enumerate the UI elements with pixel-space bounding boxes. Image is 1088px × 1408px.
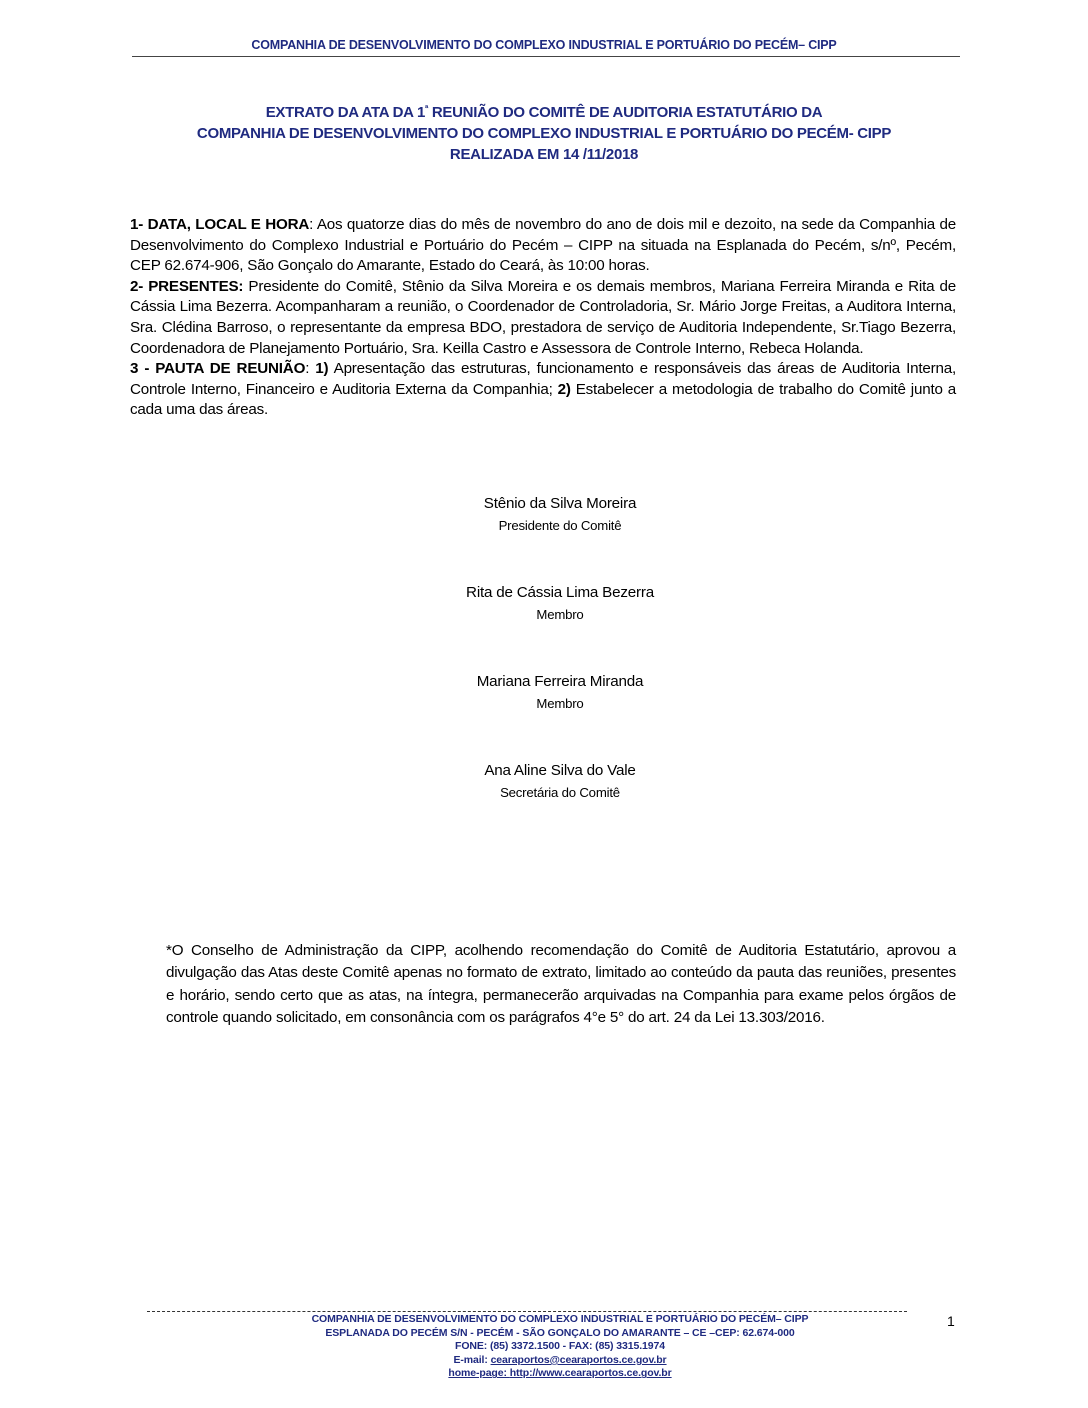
title-line-1-post: REUNIÃO DO COMITÊ DE AUDITORIA ESTATUTÁRIO DA: [428, 104, 823, 121]
footer-email-line: [120, 1354, 1000, 1368]
agenda-item-2-number: 2): [557, 380, 571, 398]
page-footer: [120, 1313, 1000, 1381]
footer-homepage-link[interactable]: http://www.cearaportos.ce.gov.br: [509, 1367, 672, 1380]
title-ordinal: ª: [425, 103, 429, 113]
footer-address: ESPLANADA DO PECÉM S/N - PECÉM - SÃO GONÇALO DO AMARANTE – CE –CEP: 62.674-000: [325, 1326, 795, 1339]
agenda-item-2-text: Estabelecer a metodologia de trabalho do Comitê junto a cada uma das áreas.: [130, 380, 956, 419]
section-attendees: [130, 277, 956, 359]
document-title: [120, 98, 968, 165]
title-line-2: COMPANHIA DE DESENVOLVIMENTO DO COMPLEXO INDUSTRIAL E PORTUÁRIO DO PECÉM- CIPP: [196, 125, 892, 142]
section-2-text: Presidente do Comitê, Stênio da Silva Moreira e os demais membros, Mariana Ferreira Miranda e Rita de Cássia Lima Bezerra. Acompanharam a reunião, o Coordenador de Controladoria, Sr. Mário Jorge Freitas, a Auditora Interna, Sra. Clédina Barroso, o representante da empresa BDO, prestadora de serviço de Auditoria Independente, Sr.Tiago Bezerra, Coordenadora de Planejamento Portuário, Sra. Keilla Castro e Assessora de Controle Interno, Rebeca Holanda.: [130, 277, 956, 357]
agenda-item-1-text: Apresentação das estruturas, funcionamento e responsáveis das áreas de Auditoria Interna, Controle Interno, Financeiro e Auditoria Externa da Companhia;: [130, 360, 956, 398]
signatory-role: Secretária do Comitê: [500, 785, 620, 800]
minutes-body: [130, 215, 956, 421]
signatory-name: Rita de Cássia Lima Bezerra: [466, 584, 654, 601]
section-date-place-time: [130, 215, 956, 277]
signatory-role: Membro: [536, 696, 584, 711]
signature-president: [0, 494, 1088, 535]
section-2-label: 2- PRESENTES:: [130, 277, 244, 295]
signatory-name: Mariana Ferreira Miranda: [476, 673, 644, 690]
agenda-item-1-number: 1): [315, 360, 329, 378]
footer-email-link[interactable]: cearaportos@cearaportos.ce.gov.br: [490, 1353, 667, 1366]
signature-secretary: [0, 761, 1088, 802]
signature-member-1: [0, 583, 1088, 624]
footer-homepage-label: home-page:: [448, 1367, 510, 1380]
signatory-role: Membro: [536, 607, 584, 622]
signatory-name: Ana Aline Silva do Vale: [484, 762, 636, 779]
footer-email-label: E-mail:: [453, 1353, 491, 1366]
title-line-1-pre: EXTRATO DA ATA DA 1: [265, 104, 425, 121]
footer-rule: [147, 1311, 907, 1312]
footer-company: COMPANHIA DE DESENVOLVIMENTO DO COMPLEXO INDUSTRIAL E PORTUÁRIO DO PECÉM– CIPP: [311, 1313, 809, 1325]
signatory-name: Stênio da Silva Moreira: [483, 495, 637, 512]
section-1-text: : Aos quatorze dias do mês de novembro do ano de dois mil e dezoito, na sede da Companhia de Desenvolvimento do Complexo Industrial e Portuário do Pecém – CIPP na situada na Esplanada do Pecém, s/nº, Pecém, CEP 62.674-906, São Gonçalo do Amarante, Estado do Ceará, às 10:00 horas.: [130, 216, 956, 275]
section-1-label: 1- DATA, LOCAL E HORA: [130, 216, 310, 233]
section-3-label: 3 - PAUTA DE REUNIÃO: [130, 360, 306, 378]
footer-homepage-line: [120, 1367, 1000, 1381]
title-line-1: [120, 98, 968, 123]
header-rule: [132, 56, 960, 57]
title-line-3: REALIZADA EM 14 /11/2018: [449, 146, 639, 163]
disclosure-note: *O Conselho de Administração da CIPP, acolhendo recomendação do Comitê de Auditoria Estatutário, aprovou a divulgação das Atas deste Comitê apenas no formato de extrato, limitado ao conteúdo da pauta das reuniões, presentes e horário, sendo certo que as atas, na íntegra, permanecerão arquivadas na Companhia para exame pelos órgãos de controle quando solicitado, em consonância com os parágrafos 4°e 5° do art. 24 da Lei 13.303/2016.: [166, 942, 956, 1026]
section-agenda: [130, 359, 956, 421]
page-header-title: COMPANHIA DE DESENVOLVIMENTO DO COMPLEXO INDUSTRIAL E PORTUÁRIO DO PECÉM– CIPP: [251, 38, 837, 52]
section-3-colon: :: [305, 360, 316, 378]
signatory-role: Presidente do Comitê: [498, 518, 622, 533]
footer-phone: FONE: (85) 3372.1500 - FAX: (85) 3315.1974: [455, 1340, 665, 1353]
signature-member-2: [0, 672, 1088, 713]
page-number: 1: [947, 1313, 955, 1329]
